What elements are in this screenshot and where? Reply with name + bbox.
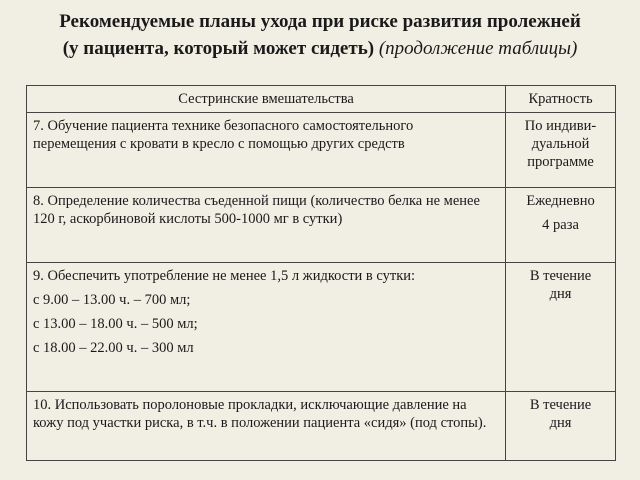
title-line-1: Рекомендуемые планы ухода при риске развития пролежней [59, 11, 581, 32]
row-9-intervention [27, 263, 506, 392]
row-9-text: 9. Обеспечить употребление не менее 1,5 л жидкости в сутки: [33, 268, 416, 284]
header-interventions: Сестринские вмешательства [27, 86, 506, 113]
row-10-frequency [506, 392, 616, 461]
table-row [27, 392, 616, 461]
table-row [27, 188, 616, 263]
table-row [27, 263, 616, 392]
row-9-frequency-line: В течение [529, 268, 592, 284]
table-header-row [27, 86, 616, 113]
document-title [10, 8, 630, 62]
row-8-frequency-line: 4 раза [542, 217, 579, 233]
table-row [27, 113, 616, 188]
row-10-frequency-line: В течение [529, 397, 592, 413]
row-7-frequency-line: дуальной [531, 136, 590, 152]
row-9-subline: с 9.00 – 13.00 ч. – 700 мл; [33, 292, 191, 308]
row-7-frequency-line: программе [527, 154, 594, 170]
care-plan-table [26, 85, 616, 461]
title-continuation: (продолжение таблицы) [378, 38, 578, 59]
row-7-intervention: 7. Обучение пациента технике безопасного самостоятельного перемещения с кровати в кресло с помощью других средств [27, 113, 506, 188]
row-9-frequency [506, 263, 616, 392]
row-8-intervention: 8. Определение количества съеденной пищи (количество белка не менее 120 г, аскорбиновой кислоты 500-1000 мг в сутки) [27, 188, 506, 263]
row-7-frequency-line: По индиви- [524, 118, 597, 134]
row-8-frequency-line: Ежедневно [526, 193, 595, 209]
row-10-frequency-line: дня [549, 415, 572, 431]
title-line-2: (у пациента, который может сидеть) [62, 38, 375, 59]
header-frequency: Кратность [506, 86, 616, 113]
row-7-frequency [506, 113, 616, 188]
row-9-subline: с 13.00 – 18.00 ч. – 500 мл; [33, 316, 198, 332]
row-9-subline: с 18.00 – 22.00 ч. – 300 мл [33, 340, 194, 356]
row-9-frequency-line: дня [549, 286, 572, 302]
row-8-frequency [506, 188, 616, 263]
row-10-intervention: 10. Использовать поролоновые прокладки, исключающие давление на кожу под участки риска, в т.ч. в положении пациента «сидя» (под стопы). [27, 392, 506, 461]
